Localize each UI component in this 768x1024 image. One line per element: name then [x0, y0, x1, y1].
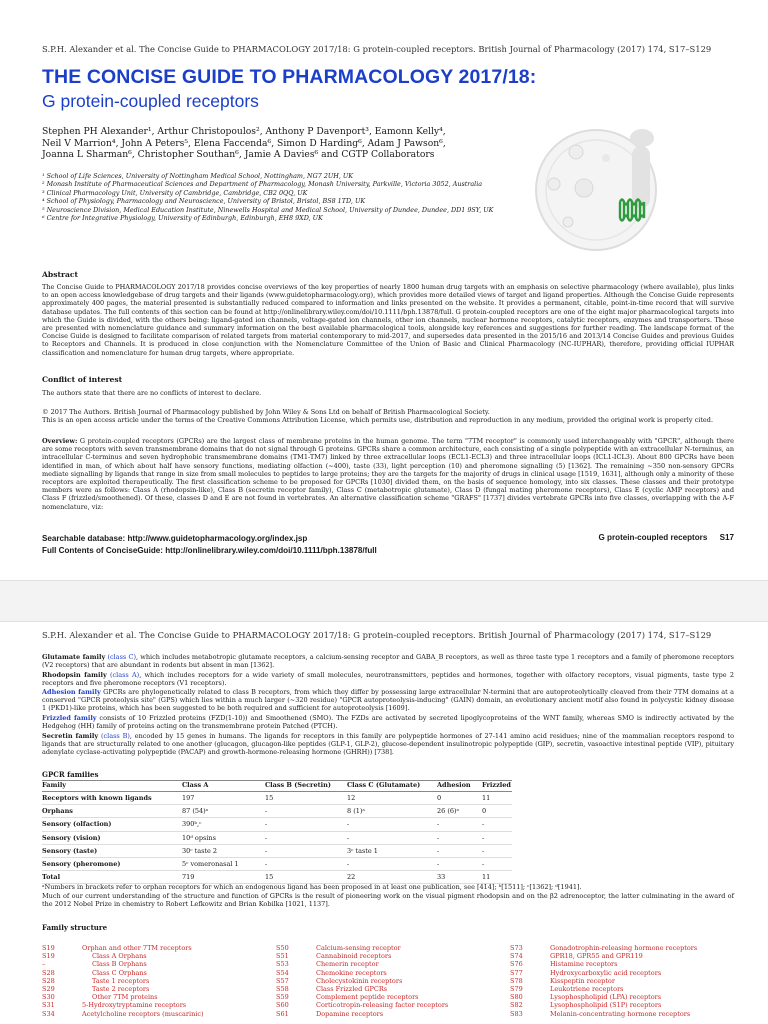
- family-structure-entry[interactable]: [510, 977, 697, 985]
- family-description: , which includes receptors for a wide variety of small molecules, neurotransmitters, peptides and hormones, together with olfactory receptors, visual pigments, taste type 2 receptors and five pheromone receptors (V1 receptors).: [42, 671, 734, 688]
- table-cell: 719: [182, 871, 265, 884]
- class-link[interactable]: (class C): [107, 653, 136, 661]
- receptor-family-link[interactable]: Taste 1 receptors: [92, 976, 150, 985]
- table-cell: 197: [182, 792, 265, 805]
- table-row: [42, 844, 512, 857]
- table-cell: -: [347, 831, 437, 844]
- receptor-family-link[interactable]: Leukotriene receptors: [550, 985, 624, 994]
- family-structure-entry[interactable]: [276, 960, 448, 968]
- table-row-label: Sensory (vision): [42, 831, 182, 844]
- adhesion-family-link[interactable]: Adhesion family: [42, 688, 101, 696]
- table-cell: -: [437, 818, 482, 831]
- family-description: , which includes metabotropic glutamate receptors, a calcium-sensing receptor and GABA_B receptors, as well as three taste type 1 receptors and a family of pheromone receptors (V2 receptors) that are abundant in rodents but absent in man [1362].: [42, 653, 734, 670]
- page-ref[interactable]: S79: [510, 985, 523, 994]
- authors-block: [42, 126, 482, 161]
- full-contents-link[interactable]: Full Contents of ConciseGuide: http://onlinelibrary.wiley.com/doi/10.1111/bph.13878/full: [42, 545, 377, 555]
- table-row-label: Sensory (taste): [42, 844, 182, 857]
- family-structure-entry[interactable]: [42, 944, 204, 952]
- receptor-family-link[interactable]: Class Frizzled GPCRs: [316, 985, 388, 994]
- page-ref[interactable]: S29: [42, 985, 55, 994]
- frizzled-family-paragraph: [42, 714, 734, 730]
- page-ref[interactable]: S82: [510, 1001, 523, 1010]
- table-cell: 3ᶜ taste 1: [347, 844, 437, 857]
- table-header-cell: Frizzled: [482, 781, 512, 792]
- family-description: consists of 10 Frizzled proteins (FZD(1-10)) and Smoothened (SMO). The FZDs are activated by secreted lipoglycoproteins of the WNT family, whereas SMO is indirectly activated by the Hedgehog (HH) family of proteins acting on the transmembrane protein Patched (PTCH).: [42, 714, 734, 731]
- table-cell: -: [265, 831, 347, 844]
- class-link[interactable]: (class B): [100, 732, 130, 740]
- footer-section-name: G protein-coupled receptors: [598, 533, 708, 542]
- receptor-family-link[interactable]: Hydroxycarboxylic acid receptors: [550, 968, 662, 977]
- table-row-label: Sensory (pheromone): [42, 857, 182, 870]
- table-row: [42, 831, 512, 844]
- family-description: , encoded by 15 genes in humans. The ligands for receptors in this family are polypeptide hormones of 27-141 amino acid residues; nine of the mammalian receptors respond to ligands that are structurally related to one another (glucagon, glucagon-like peptides (GLP-1, GLP-2), glucose-dependent insulinotropic polypeptide (GIP), secretin, vasoactive intestinal peptide (VIP), pituitary adenylate cyclase-activating polypeptide (PACAP) and growth-hormone-releasing hormone (GHRH)) [738].: [42, 732, 734, 757]
- affiliation: ¹ School of Life Sciences, University of Nottingham Medical School, Nottingham, NG7 2UH, UK: [42, 172, 354, 180]
- page-ref[interactable]: S51: [276, 952, 289, 961]
- family-structure-entry[interactable]: [510, 969, 697, 977]
- family-structure-entry[interactable]: [510, 944, 697, 952]
- family-structure-entry[interactable]: [276, 977, 448, 985]
- family-structure-entry[interactable]: [276, 1001, 448, 1009]
- page-ref[interactable]: S59: [276, 993, 289, 1002]
- authors-line: Stephen PH Alexander¹, Arthur Christopoulos², Anthony P Davenport³, Eamonn Kelly⁴,: [42, 126, 446, 137]
- receptor-family-link[interactable]: Gonadotrophin-releasing hormone receptors: [550, 944, 698, 952]
- page-ref[interactable]: S54: [276, 968, 289, 977]
- table-cell: -: [482, 857, 512, 870]
- page-ref[interactable]: S28: [42, 976, 55, 985]
- page-ref[interactable]: S74: [510, 952, 523, 961]
- table-cell: -: [482, 818, 512, 831]
- rhodopsin-family-paragraph: [42, 671, 734, 687]
- table-row-label: Receptors with known ligands: [42, 792, 182, 805]
- family-structure-entry[interactable]: [42, 977, 204, 985]
- receptor-family-link[interactable]: Other 7TM proteins: [92, 993, 158, 1002]
- page-ref[interactable]: S50: [276, 944, 289, 952]
- page-ref[interactable]: S83: [510, 1009, 523, 1018]
- receptor-family-link[interactable]: Chemokine receptors: [316, 968, 387, 977]
- table-row: [42, 805, 512, 818]
- page-s18: [0, 621, 768, 1024]
- receptor-family-link[interactable]: Orphan and other 7TM receptors: [82, 944, 192, 952]
- guide-title: THE CONCISE GUIDE TO PHARMACOLOGY 2017/18:: [42, 66, 537, 88]
- receptor-family-link[interactable]: 5-Hydroxytryptamine receptors: [82, 1001, 187, 1010]
- table-cell: 0: [482, 805, 512, 818]
- family-structure-entry[interactable]: [276, 969, 448, 977]
- receptor-family-link[interactable]: Chemerin receptor: [316, 960, 379, 969]
- receptor-family-link[interactable]: Acetylcholine receptors (muscarinic): [82, 1009, 204, 1018]
- glutamate-family-paragraph: [42, 653, 734, 669]
- abstract-text: The Concise Guide to PHARMACOLOGY 2017/18 provides concise overviews of the key properties of nearly 1800 human drug targets with an emphasis on selective pharmacology (where available), plus links to an open access knowledgebase of drug targets and their ligands (www.guidetopharmacology.org), which provides more detailed views of target and ligand properties. Although the Concise Guide represents approximately 400 pages, the material presented is substantially reduced compared to information and links presented on the website. It provides a permanent, citable, point-in-time record that will survive database updates. The full contents of this section can be found at http://onlinelibrary.wiley.com/doi/10.1111/bph.13878/full. G protein-coupled receptors are one of the eight major pharmacological targets into which the Guide is divided, with the others being: ligand-gated ion channels, voltage-gated ion channels, other ion channels, nuclear hormone receptors, catalytic receptors, enzymes and transporters. These are presented with nomenclature guidance and summary information on the best available pharmacological tools, alongside key references and suggestions for further reading. The landscape format of the Concise Guide is designed to facilitate comparison of related targets from material contemporary to mid-2017, and supersedes data presented in the 2015/16 and 2013/14 Concise Guides and previous Guides to Receptors and Channels. It is produced in close conjunction with the Nomenclature Committee of the Union of Basic and Clinical Pharmacology (NC-IUPHAR), therefore, providing official IUPHAR classification and nomenclature for human drug targets, where appropriate.: [42, 283, 734, 357]
- table-cell: 12: [347, 792, 437, 805]
- table-cell: -: [482, 844, 512, 857]
- family-structure-entry[interactable]: [42, 952, 204, 960]
- license-line: This is an open access article under the terms of the Creative Commons Attribution License, which permits use, distribution and reproduction in any medium, provided the original work is properly cited.: [42, 416, 714, 425]
- affiliation: ² Monash Institute of Pharmaceutical Sciences and Department of Pharmacology, Monash University, Parkville, Victoria 3052, Australia: [42, 180, 483, 189]
- page-ref[interactable]: S19: [42, 944, 55, 952]
- table-row-label: Sensory (olfaction): [42, 818, 182, 831]
- receptor-family-link[interactable]: Cannabinoid receptors: [316, 952, 392, 961]
- family-structure-entry[interactable]: [510, 993, 697, 1001]
- family-structure-column: [276, 944, 448, 1018]
- family-structure-entry[interactable]: [510, 960, 697, 968]
- receptor-family-link[interactable]: Cholecystokinin receptors: [316, 976, 403, 985]
- family-label: Secretin family: [42, 732, 99, 740]
- running-head: S.P.H. Alexander et al. The Concise Guide to PHARMACOLOGY 2017/18: G protein-coupled receptors. British Journal of Pharmacology (2017) 174, S17–S129: [42, 44, 712, 54]
- page-ref[interactable]: –: [42, 960, 46, 969]
- page-ref[interactable]: S58: [276, 985, 289, 994]
- overview-text: G protein-coupled receptors (GPCRs) are the largest class of membrane proteins in the human genome. The term "7TM receptor" is commonly used interchangeably with "GPCR", although there are some receptors with seven transmembrane domains that do not signal through G proteins. GPCRs share a common architecture, each consisting of a single polypeptide with an extracellular N-terminus, an intracellular C-terminus and seven hydrophobic transmembrane domains (TM1-TM7) linked by three extracellular loops (ECL1-ECL3) and three intracellular loops (ICL1-ICL3). About 800 GPCRs have been identified in man, of which about half have sensory functions, mediating olfaction (~400), taste (33), light perception (10) and pheromone signalling (5) [1362]. The remaining ~350 non-sensory GPCRs mediate signalling by ligands that range in size from small molecules to peptides to large proteins; they are the targets for the majority of drugs in clinical usage [1519, 1631], although only a minority of these receptors are exploited therapeutically. The first classification scheme to be proposed for GPCRs [1030] divided them, on the basis of sequence homology, into six classes. These classes and their prototype members were as follows: Class A (rhodopsin-like), Class B (secretin receptor family), Class C (metabotropic glutamate), Class D (fungal mating pheromone receptors), Class E (cyclic AMP receptors) and Class F (frizzled/smoothened). Of these, classes D and E are not found in vertebrates. An alternative classification scheme "GRAFS" [1737] divides vertebrate GPCRs into five classes, overlapping with the A-F nomenclature, viz:: [42, 437, 734, 511]
- receptor-family-link[interactable]: Dopamine receptors: [316, 1009, 384, 1018]
- family-structure-entry[interactable]: [510, 1010, 697, 1018]
- receptor-family-link[interactable]: Lysophospholipid (S1P) receptors: [550, 1001, 662, 1010]
- family-structure-entry[interactable]: [276, 993, 448, 1001]
- table-footnote: ᵃNumbers in brackets refer to orphan receptors for which an endogenous ligand has been proposed in at least one publication, see [414]; ᵇ[1511]; ᶜ[1362]; ᵈ[1941].: [42, 883, 582, 891]
- receptor-family-link[interactable]: Complement peptide receptors: [316, 993, 419, 1002]
- table-header-cell: Class B (Secretin): [265, 781, 347, 792]
- family-structure-entry[interactable]: [42, 960, 204, 968]
- section-title: G protein-coupled receptors: [42, 91, 259, 111]
- page-ref[interactable]: S34: [42, 1009, 55, 1018]
- receptor-family-link[interactable]: Calcium-sensing receptor: [316, 944, 401, 952]
- family-structure-entry[interactable]: [42, 993, 204, 1001]
- frizzled-family-link[interactable]: Frizzled family: [42, 714, 97, 722]
- table-cell: 10ᵈ opsins: [182, 831, 265, 844]
- table-cell: 390ᵇ,ᶜ: [182, 818, 265, 831]
- page-ref[interactable]: S61: [276, 1009, 289, 1018]
- page-ref[interactable]: S57: [276, 976, 289, 985]
- page-ref[interactable]: S31: [42, 1001, 55, 1010]
- table-row-label: Total: [42, 871, 182, 884]
- affiliation: ⁶ Centre for Integrative Physiology, University of Edinburgh, Edinburgh, EH8 9XD, UK: [42, 214, 323, 223]
- table-cell: -: [482, 831, 512, 844]
- family-structure-entry[interactable]: [510, 1001, 697, 1009]
- affiliation: ⁴ School of Physiology, Pharmacology and Neuroscience, University of Bristol, Bristol, BS8 1TD, UK: [42, 197, 366, 206]
- table-header-cell: Family: [42, 781, 182, 792]
- family-structure-column: [42, 944, 204, 1018]
- receptor-family-link[interactable]: Melanin-concentrating hormone receptors: [550, 1009, 691, 1018]
- receptor-family-link[interactable]: Kisspeptin receptor: [550, 976, 615, 985]
- table-row-total: [42, 871, 512, 884]
- table-row-label: Orphans: [42, 805, 182, 818]
- table-header-row: [42, 781, 512, 792]
- table-cell: -: [265, 844, 347, 857]
- page-ref[interactable]: S77: [510, 968, 523, 977]
- secretin-family-paragraph: [42, 732, 734, 757]
- table-header-cell: Class C (Glutamate): [347, 781, 437, 792]
- table-cell: -: [265, 818, 347, 831]
- family-structure-entry[interactable]: [42, 1001, 204, 1009]
- table-header-cell: Adhesion: [437, 781, 482, 792]
- table-cell: 11: [482, 871, 512, 884]
- conflict-heading: Conflict of interest: [42, 375, 123, 384]
- affiliation: ³ Clinical Pharmacology Unit, University of Cambridge, Cambridge, CB2 0QQ, UK: [42, 188, 308, 197]
- page-ref[interactable]: S73: [510, 944, 523, 952]
- table-row: [42, 857, 512, 870]
- page-ref[interactable]: S19: [42, 952, 55, 961]
- page-divider: [0, 580, 768, 622]
- table-cell: 30ᶜ taste 2: [182, 844, 265, 857]
- table-cell: 5ᶜ vomeronasal 1: [182, 857, 265, 870]
- table-cell: 0: [437, 792, 482, 805]
- nobel-paragraph: Much of our current understanding of the structure and function of GPCRs is the result of pioneering work on the visual pigment rhodopsin and on the β2 adrenoceptor, the latter culminating in the award of the 2012 Nobel Prize in chemistry to Robert Lefkowitz and Brian Kobilka [1021, 1137].: [42, 892, 734, 909]
- family-structure-heading: Family structure: [42, 923, 108, 932]
- receptor-family-link[interactable]: Histamine receptors: [550, 960, 618, 969]
- adhesion-family-paragraph: [42, 688, 734, 713]
- receptor-family-link[interactable]: Taste 2 receptors: [92, 985, 150, 994]
- copyright-notice: [42, 408, 734, 424]
- authors-line: Joanna L Sharman⁶, Christopher Southan⁶, Jamie A Davies⁶ and CGTP Collaborators: [42, 149, 435, 160]
- table-cell: -: [347, 857, 437, 870]
- table-cell: 33: [437, 871, 482, 884]
- affiliation: ⁵ Neuroscience Division, Medical Education Institute, Ninewells Hospital and Medical School, University of Dundee, Dundee, DD1 9SY, UK: [42, 205, 494, 214]
- table-cell: -: [437, 831, 482, 844]
- table-row: [42, 792, 512, 805]
- abstract-heading: Abstract: [42, 270, 79, 279]
- authors-line: Neil V Marrion⁴, John A Peters⁵, Elena Faccenda⁶, Simon D Harding⁶, Adam J Pawson⁶,: [42, 137, 446, 149]
- family-structure-entry[interactable]: [42, 985, 204, 993]
- family-structure-entry[interactable]: [276, 944, 448, 952]
- gpcr-families-table: [42, 780, 512, 884]
- table-cell: 26 (6)ᵃ: [437, 805, 482, 818]
- family-structure-entry[interactable]: [276, 952, 448, 960]
- receptor-family-link[interactable]: Class A Orphans: [92, 952, 147, 961]
- gpcr-cell-logo-icon: [524, 118, 674, 268]
- page-ref[interactable]: S53: [276, 960, 289, 969]
- table-cell: 15: [265, 792, 347, 805]
- family-structure-entry[interactable]: [276, 985, 448, 993]
- page-footer-links: [42, 533, 377, 556]
- conflict-text: The authors state that there are no conflicts of interest to declare.: [42, 389, 262, 397]
- table-cell: -: [265, 857, 347, 870]
- running-head: S.P.H. Alexander et al. The Concise Guide to PHARMACOLOGY 2017/18: G protein-coupled receptors. British Journal of Pharmacology (2017) 174, S17–S129: [42, 630, 712, 640]
- family-structure-entry[interactable]: [510, 952, 697, 960]
- family-structure-entry[interactable]: [276, 1010, 448, 1018]
- table-row: [42, 818, 512, 831]
- table-header-cell: Class A: [182, 781, 265, 792]
- database-link[interactable]: Searchable database: http://www.guidetopharmacology.org/index.jsp: [42, 534, 308, 543]
- table-cell: 11: [482, 792, 512, 805]
- page-ref[interactable]: S80: [510, 993, 523, 1002]
- copyright-line: © 2017 The Authors. British Journal of Pharmacology published by John Wiley & Sons Ltd on behalf of British Pharmacological Society.: [42, 408, 490, 416]
- page-ref[interactable]: S78: [510, 976, 523, 985]
- table-cell: 8 (1)ᵃ: [347, 805, 437, 818]
- overview-paragraph: [42, 437, 734, 511]
- table-cell: 87 (54)ᵃ: [182, 805, 265, 818]
- page-ref[interactable]: S76: [510, 960, 523, 969]
- receptor-family-link[interactable]: Corticotropin-releasing factor receptors: [316, 1001, 449, 1010]
- overview-label: Overview:: [42, 437, 78, 445]
- page-footer-section: [599, 533, 735, 542]
- table-cell: -: [437, 844, 482, 857]
- family-label: Glutamate family: [42, 653, 106, 661]
- table-cell: -: [265, 805, 347, 818]
- page-ref[interactable]: S30: [42, 993, 55, 1002]
- receptor-family-link[interactable]: Class C Orphans: [92, 968, 147, 977]
- receptor-family-link[interactable]: GPR18, GPR55 and GPR119: [550, 952, 643, 961]
- table-title: GPCR families: [42, 770, 99, 779]
- family-structure-entry[interactable]: [42, 1010, 204, 1018]
- table-cell: -: [347, 818, 437, 831]
- family-structure-column: [510, 944, 697, 1018]
- class-link[interactable]: (class A): [109, 671, 140, 679]
- page-ref[interactable]: S60: [276, 1001, 289, 1010]
- family-structure-entry[interactable]: [510, 985, 697, 993]
- receptor-family-link[interactable]: Lysophospholipid (LPA) receptors: [550, 993, 662, 1002]
- table-cell: -: [437, 857, 482, 870]
- table-cell: 15: [265, 871, 347, 884]
- affiliations-list: [42, 172, 562, 222]
- family-structure-entry[interactable]: [42, 969, 204, 977]
- table-cell: 22: [347, 871, 437, 884]
- family-description: GPCRs are phylogenetically related to class B receptors, from which they differ by possessing large extracellular N-termini that are autoproteolytically cleaved from their 7TM domains at a conserved "GPCR proteolysis site" (GPS) which lies within a much larger (~320 residue) "GPCR autoproteolysis-inducing" (GAIN) domain, an evolutionary ancient motif also found in polycystic kidney disease 1 (PKD1)-like proteins, which has been suggested to be both required and sufficient for autoproteolysis [1609].: [42, 688, 734, 713]
- footer-page-number: S17: [719, 533, 734, 542]
- receptor-family-link[interactable]: Class B Orphans: [92, 960, 147, 969]
- family-label: Rhodopsin family: [42, 671, 107, 679]
- page-ref[interactable]: S28: [42, 968, 55, 977]
